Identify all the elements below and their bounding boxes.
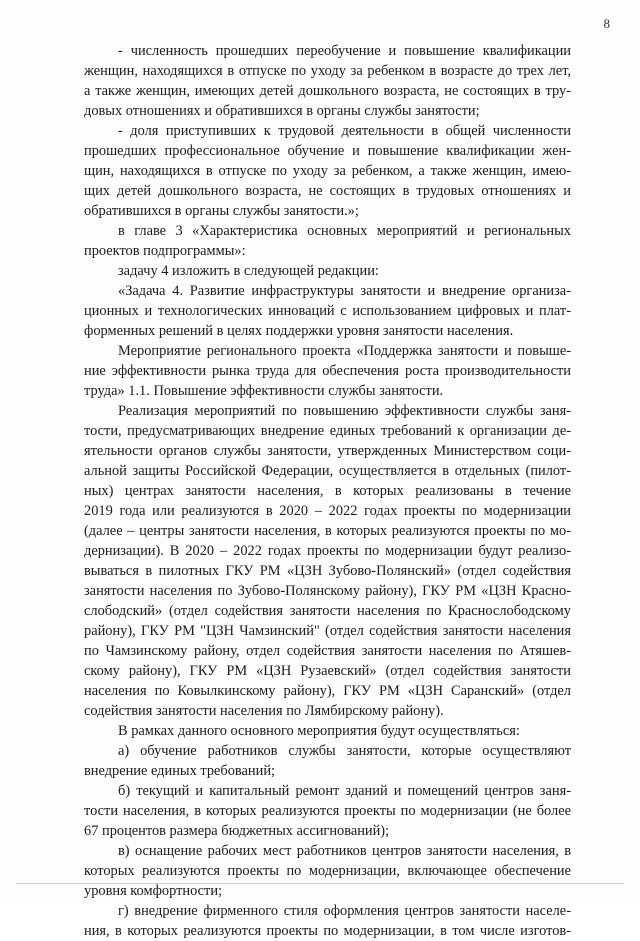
- text-line: альной защиты Российской Федерации, осуществляется в отдельных (пилот-: [84, 463, 571, 479]
- text-line: населения по Ковылкинскому району), ГКУ РМ «ЦЗН Саранский» (отдел: [84, 683, 571, 699]
- text-line: ния, в которых реализуются проекты по модернизации, в том числе изготов-: [84, 923, 571, 939]
- text-line: скому району), ГКУ РМ «ЦЗН Рузаевский» (отдел содействия занятости: [84, 663, 571, 679]
- text-line: ятельности органов службы занятости, утвержденных Министерством соци-: [84, 443, 571, 459]
- text-line: женщин, находящихся в отпуске по уходу за ребенком в возрасте до трех лет,: [84, 63, 571, 79]
- text-line: которых реализуются проекты по модернизации, включающее обеспечение: [84, 863, 571, 879]
- text-line: тости, предусматривающих внедрение единых требований к организации де-: [84, 423, 571, 439]
- text-line: по Чамзинскому району, отдел содействия занятости населения по Атяшев-: [84, 643, 571, 659]
- text-line: труда» 1.1. Повышение эффективности службы занятости.: [84, 383, 444, 399]
- text-line: Реализация мероприятий по повышению эффективности службы заня-: [118, 403, 571, 419]
- text-line: В рамках данного основного мероприятия будут осуществляться:: [118, 723, 520, 739]
- text-line: - доля приступивших к трудовой деятельности в общей численности: [118, 123, 571, 139]
- scan-edge-line: [16, 883, 624, 884]
- text-line: а) обучение работников службы занятости, которые осуществляют: [118, 743, 571, 759]
- page-number: 8: [603, 16, 610, 31]
- text-line: Мероприятие регионального проекта «Поддержка занятости и повыше-: [118, 343, 571, 359]
- text-line: занятости населения по Зубово-Полянскому району), ГКУ РМ «ЦЗН Красно-: [84, 583, 571, 599]
- text-line: довых отношениях и обратившихся в органы службы занятости;: [84, 103, 480, 119]
- text-line: прошедших профессиональное обучение и повышение квалификации жен-: [84, 143, 571, 159]
- text-line: ние эффективности рынка труда для обеспечения роста производительности: [84, 363, 571, 379]
- text-line: (далее – центры занятости населения, в которых реализуются проекты по мо-: [84, 523, 571, 539]
- text-line: - численность прошедших переобучение и повышение квалификации: [118, 43, 571, 59]
- text-line: ных) центрах занятости населения, в которых реализованы в течение: [84, 483, 571, 499]
- text-line: уровня комфортности;: [84, 883, 223, 899]
- text-line: форменных решений в целях поддержки уровня занятости населения.: [84, 323, 514, 339]
- text-line: тости населения, в которых реализуются проекты по модернизации (не более: [84, 803, 571, 819]
- text-line: в) оснащение рабочих мест работников центров занятости населения, в: [118, 843, 571, 859]
- text-line: содействия занятости населения по Лямбирскому району).: [84, 703, 444, 719]
- text-line: дернизации). В 2020 – 2022 годах проекты по модернизации будут реализо-: [84, 543, 571, 559]
- text-line: обратившихся в органы службы занятости.»;: [84, 203, 359, 219]
- text-line: ционных и технологических инноваций с использованием цифровых и плат-: [84, 303, 571, 319]
- text-line: 2019 года или реализуются в 2020 – 2022 годах проекты по модернизации: [84, 503, 571, 519]
- text-line: вываться в пилотных ГКУ РМ «ЦЗН Зубово-Полянский» (отдел содействия: [84, 563, 571, 579]
- text-line: в главе 3 «Характеристика основных мероприятий и региональных: [118, 223, 571, 239]
- text-line: а также женщин, имеющих детей дошкольного возраста, не состоящих в тру-: [84, 83, 571, 99]
- text-line: щих детей дошкольного возраста, не состоящих в трудовых отношениях и: [84, 183, 571, 199]
- body-text: [84, 41, 571, 941]
- text-line: району), ГКУ РМ "ЦЗН Чамзинский" (отдел содействия занятости населения: [84, 623, 571, 639]
- text-line: слободский» (отдел содействия занятости населения по Краснослободскому: [84, 603, 571, 619]
- text-line: проектов подпрограммы»:: [84, 243, 246, 259]
- text-line: б) текущий и капитальный ремонт зданий и помещений центров заня-: [118, 783, 571, 799]
- text-line: 67 процентов размера бюджетных ассигнований);: [84, 823, 390, 839]
- text-line: внедрение единых требований;: [84, 763, 276, 779]
- text-line: «Задача 4. Развитие инфраструктуры занятости и внедрение организа-: [118, 283, 571, 299]
- text-line: г) внедрение фирменного стиля оформления центров занятости населе-: [118, 903, 571, 919]
- text-line: щин, находящихся в отпуске по уходу за ребенком, а также женщин, имею-: [84, 163, 571, 179]
- text-line: задачу 4 изложить в следующей редакции:: [118, 263, 379, 279]
